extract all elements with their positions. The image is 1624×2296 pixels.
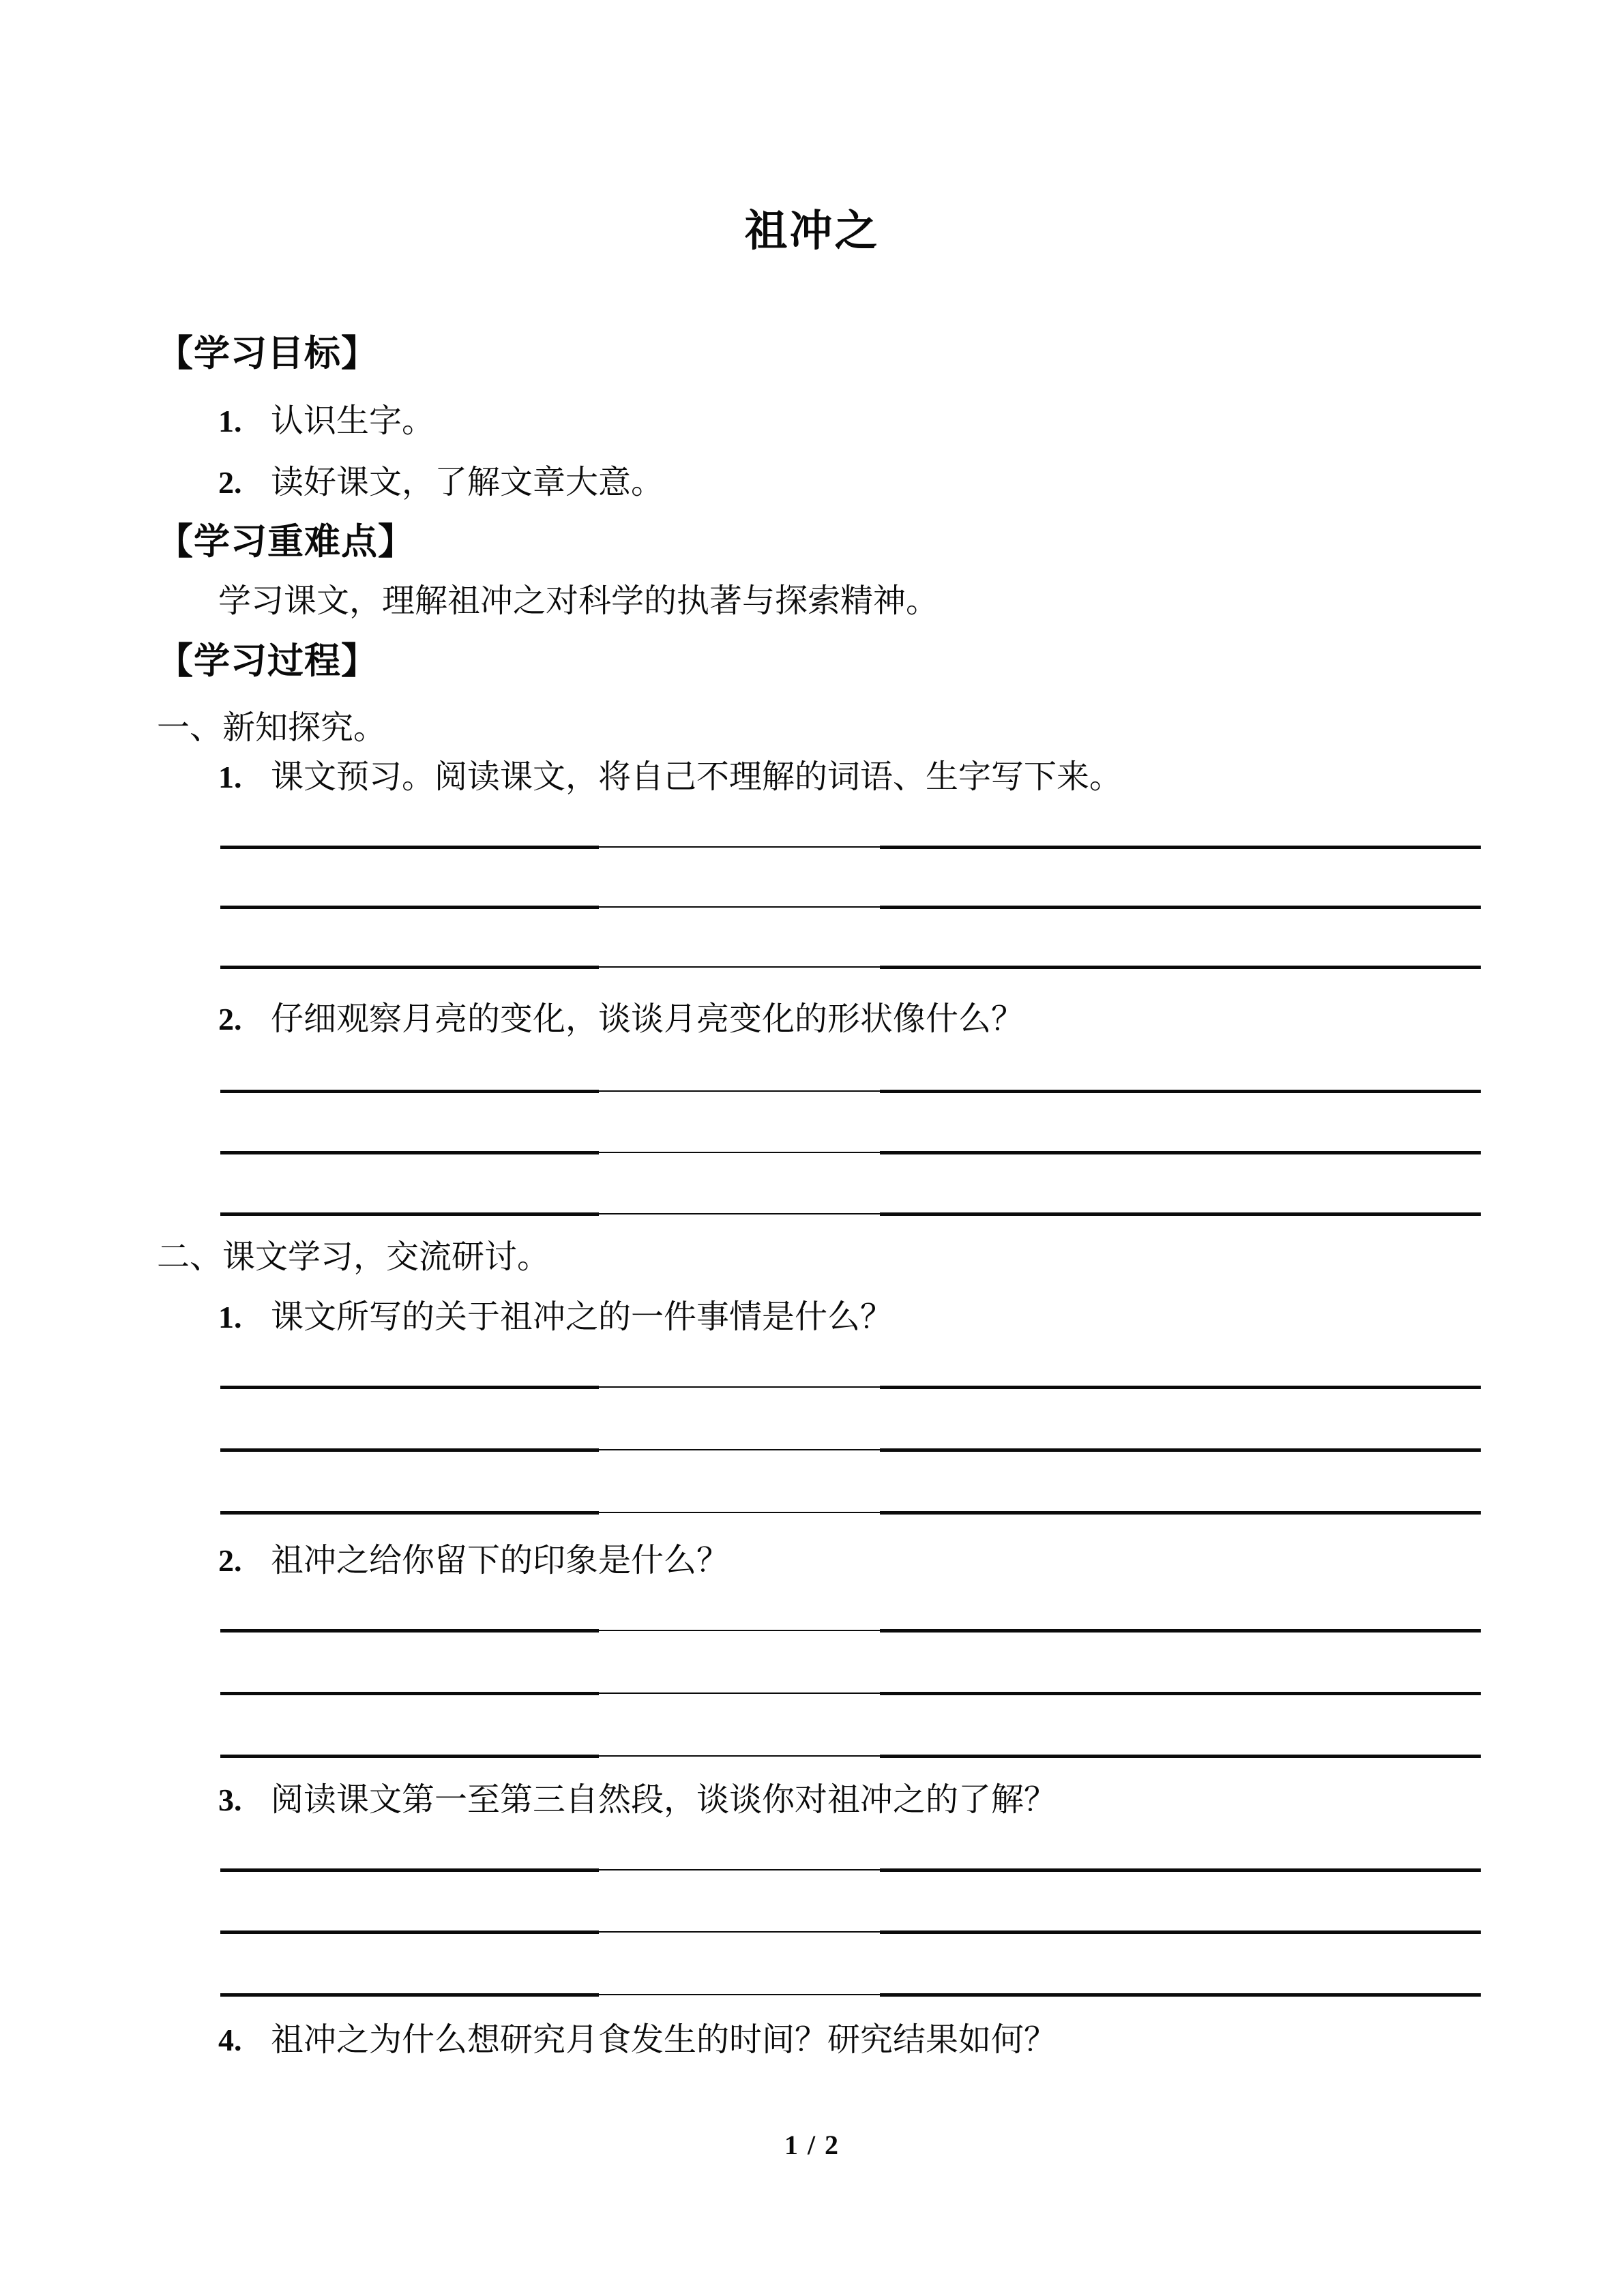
question [218,2013,1057,2060]
question-text: 仔细观察月亮的变化，谈谈月亮变化的形状像什么？ [271,1001,1024,1037]
key-points-text: 学习课文，理解祖冲之对科学的执著与探索精神。 [218,583,939,619]
page-title: 祖冲之 [744,207,880,255]
question-number: 1. [218,760,242,794]
item-number: 2. [218,465,242,500]
answer-blank-line [220,966,1481,970]
answer-blank-line [220,1868,1481,1873]
question-text: 祖冲之给你留下的印象是什么？ [271,1542,730,1579]
answer-blank-line [220,1629,1481,1633]
answer-blank-line [220,1151,1481,1155]
question-text: 课文所写的关于祖冲之的一件事情是什么？ [271,1299,894,1335]
answer-blank-line [220,846,1481,850]
item-number: 1. [218,404,242,438]
answer-blank-line [220,1448,1481,1452]
question-text: 祖冲之为什么想研究月食发生的时间？研究结果如何？ [271,2022,1057,2058]
objective-item [218,456,664,503]
question [218,1773,1057,1820]
item-text: 认识生字。 [271,403,435,439]
answer-blank-line [220,1212,1481,1217]
question-number: 1. [218,1300,242,1335]
question [218,1534,729,1581]
question-text: 阅读课文第一至第三自然段，谈谈你对祖冲之的了解？ [271,1782,1057,1818]
answer-blank-line [220,1755,1481,1759]
question-number: 2. [218,1543,242,1578]
process-part-1-label: 一、新知探究。 [157,710,387,746]
section-header-objectives: 【学习目标】 [157,334,378,374]
answer-blank-line [220,1386,1481,1390]
page-number: 1 / 2 [784,2130,840,2160]
question [218,750,1122,797]
question [218,992,1024,1039]
question-number: 3. [218,1783,242,1817]
answer-blank-line [220,1930,1481,1935]
answer-blank-line [220,1692,1481,1696]
process-part-2-label: 二、课文学习，交流研讨。 [157,1239,550,1275]
question-number: 4. [218,2023,242,2057]
answer-blank-line [220,1090,1481,1094]
objective-item [218,394,434,441]
question-text: 课文预习。阅读课文，将自己不理解的词语、生字写下来。 [271,759,1123,795]
section-header-process: 【学习过程】 [157,642,378,681]
question [218,1290,893,1337]
question-number: 2. [218,1002,242,1037]
answer-blank-line [220,1993,1481,1997]
item-text: 读好课文，了解文章大意。 [271,464,664,501]
answer-blank-line [220,1511,1481,1515]
section-header-key-points: 【学习重难点】 [157,522,415,562]
answer-blank-line [220,906,1481,910]
